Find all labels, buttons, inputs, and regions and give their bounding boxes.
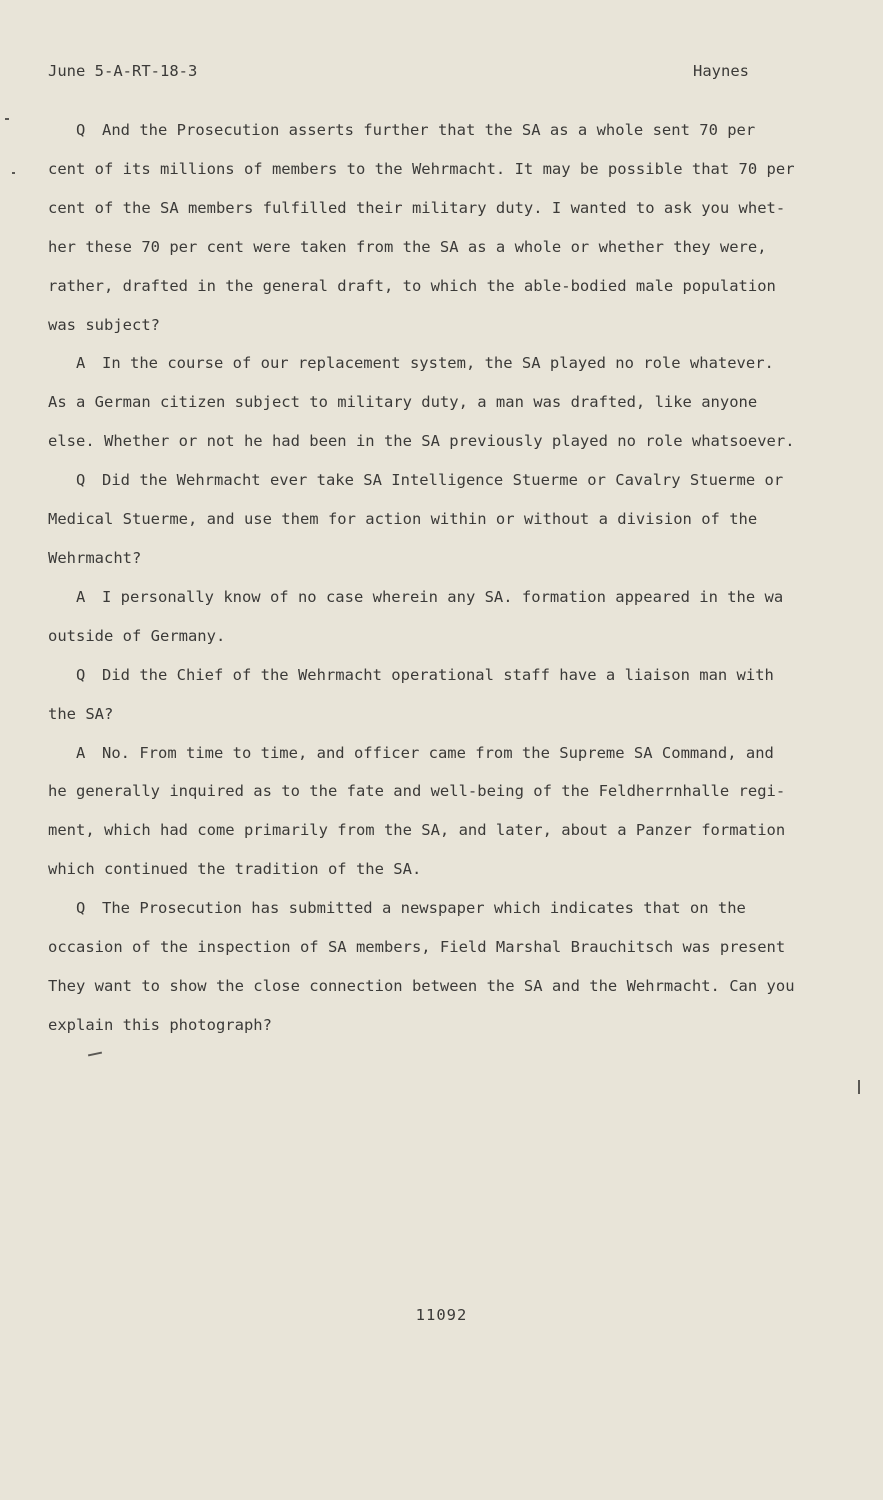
transcript-paragraph — [48, 461, 808, 578]
text-line: else. Whether or not he had been in the SA previously played no role whatsoever. — [48, 432, 795, 451]
text-line: Q And the Prosecution asserts further that the SA as a whole sent 70 per — [48, 111, 808, 150]
transcript-paragraph — [48, 111, 808, 344]
reporter-name: Haynes — [693, 62, 749, 80]
text-line: the SA? — [48, 704, 114, 723]
text-line: Q The Prosecution has submitted a newspaper which indicates that on the — [48, 889, 808, 928]
speaker-label: A — [76, 743, 86, 762]
stray-mark — [12, 172, 15, 174]
text-line: A I personally know of no case wherein any SA. formation appeared in the wa — [48, 578, 808, 617]
transcript-paragraph — [48, 578, 808, 656]
text-line: cent of the SA members fulfilled their military duty. I wanted to ask you whet- — [48, 198, 786, 217]
text-line: which continued the tradition of the SA. — [48, 860, 422, 879]
page-number: 11092 — [415, 1306, 468, 1324]
speaker-label: A — [76, 587, 86, 606]
stray-mark — [858, 1080, 860, 1094]
text-line: They want to show the close connection between the SA and the Wehrmacht. Can you — [48, 976, 795, 995]
transcript-paragraph — [48, 734, 808, 890]
transcript-paragraph — [48, 344, 808, 461]
transcript-paragraph — [48, 656, 808, 734]
text-line: Medical Stuerme, and use them for action within or without a division of the — [48, 510, 758, 529]
speaker-label: Q — [76, 899, 86, 918]
speaker-label: A — [76, 354, 86, 373]
transcript-paragraph — [48, 889, 808, 1045]
text-line: he generally inquired as to the fate and well-being of the Feldherrnhalle regi- — [48, 782, 786, 801]
stray-mark — [5, 118, 9, 120]
text-line: ment, which had come primarily from the SA, and later, about a Panzer formation — [48, 821, 786, 840]
text-line: was subject? — [48, 315, 160, 334]
text-line: As a German citizen subject to military duty, a man was drafted, like anyone — [48, 393, 758, 412]
text-line: A No. From time to time, and officer came from the Supreme SA Command, and — [48, 734, 808, 773]
text-line: Q Did the Chief of the Wehrmacht operational staff have a liaison man with — [48, 656, 808, 695]
stray-mark — [88, 1052, 102, 1057]
transcript-body — [48, 111, 808, 1045]
text-line: occasion of the inspection of SA members, Field Marshal Brauchitsch was present — [48, 938, 786, 957]
speaker-label: Q — [76, 471, 86, 490]
page-header — [48, 62, 749, 84]
speaker-label: Q — [76, 665, 86, 684]
document-reference: June 5-A-RT-18-3 — [48, 62, 198, 80]
text-line: outside of Germany. — [48, 626, 226, 645]
text-line: explain this photograph? — [48, 1015, 272, 1034]
text-line: cent of its millions of members to the Wehrmacht. It may be possible that 70 per — [48, 159, 795, 178]
text-line: her these 70 per cent were taken from the SA as a whole or whether they were, — [48, 237, 767, 256]
text-line: Wehrmacht? — [48, 548, 142, 567]
text-line: A In the course of our replacement system, the SA played no role whatever. — [48, 344, 808, 383]
text-line: rather, drafted in the general draft, to which the able-bodied male population — [48, 276, 776, 295]
text-line: Q Did the Wehrmacht ever take SA Intelligence Stuerme or Cavalry Stuerme or — [48, 461, 808, 500]
speaker-label: Q — [76, 121, 86, 139]
